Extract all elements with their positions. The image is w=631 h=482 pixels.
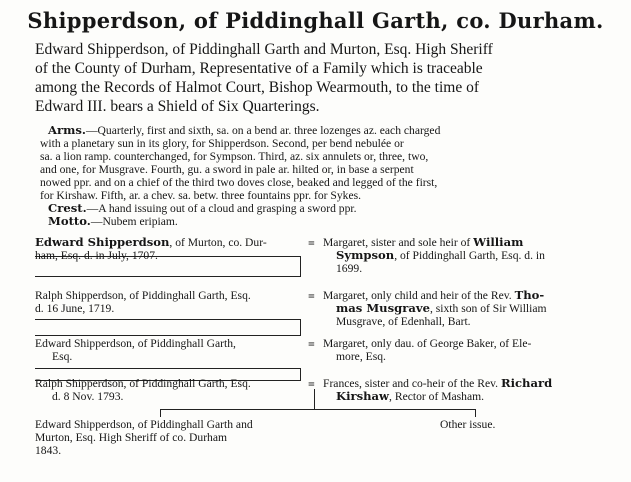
intro-line: among the Records of Halmot Court, Bishop Wearmouth, to the time of — [35, 79, 480, 96]
motto-line — [48, 215, 178, 228]
connector-line — [35, 276, 301, 277]
connector-line — [35, 319, 300, 320]
person-line: Edward Shipperdson, of Piddinghall Garth, — [35, 337, 236, 350]
connector-line — [160, 409, 161, 417]
arms-line: sa. a lion ramp. counterchanged, for Sympson. Third, az. six annulets or, three, two, — [40, 150, 429, 163]
spouse-line: Margaret, only dau. of George Baker, of Ele- — [323, 337, 532, 350]
person-text: , of Murton, co. Dur- — [169, 236, 267, 249]
person-line: d. 16 June, 1719. — [35, 302, 115, 315]
spouse-name: mas Musgrave — [336, 301, 430, 315]
spouse-line: Musgrave, of Edenhall, Bart. — [336, 315, 471, 328]
spouse-line: 1699. — [336, 262, 363, 275]
spouse-line — [336, 390, 484, 403]
connector-line — [35, 335, 301, 336]
connector-line — [300, 319, 301, 335]
spouse-name: William — [473, 235, 524, 249]
spouse-name: Tho- — [514, 288, 545, 302]
motto-label: Motto. — [48, 214, 91, 228]
spouse-line — [336, 249, 545, 262]
spouse-text: , of Piddinghall Garth, Esq. d. in — [394, 249, 545, 262]
spouse-text: , sixth son of Sir William — [429, 302, 547, 315]
crest-text: —A hand issuing out of a cloud and grasping a sword ppr. — [86, 202, 357, 215]
arms-line: with a planetary sun in its glory, for Shipperdson. Second, per bend nebulée or — [40, 137, 404, 150]
marriage-sign: = — [308, 236, 315, 250]
intro-line: of the County of Durham, Representative of a Family which is traceable — [35, 60, 483, 77]
spouse-line — [336, 302, 547, 315]
connector-line — [300, 368, 301, 380]
marriage-sign: = — [308, 337, 315, 351]
person-line: Esq. — [52, 350, 73, 363]
connector-line — [300, 256, 301, 276]
person-line: Ralph Shipperdson, of Piddinghall Garth, Esq. — [35, 377, 251, 390]
spouse-name: Sympson — [336, 248, 395, 262]
intro-line: Edward Shipperdson, of Piddinghall Garth and Murton, Esq. High Sheriff — [35, 41, 493, 58]
person-line: Murton, Esq. High Sheriff of co. Durham — [35, 431, 228, 444]
person-line: ham, Esq. d. in July, 1707. — [35, 249, 158, 262]
person-name: Edward Shipperdson — [35, 235, 170, 249]
connector-line — [35, 368, 300, 369]
connector-line — [160, 409, 476, 410]
person-line: d. 8 Nov. 1793. — [52, 390, 124, 403]
page-title: Shipperdson, of Piddinghall Garth, co. Durham. — [27, 8, 604, 33]
connector-line — [314, 389, 315, 409]
arms-label: Arms. — [48, 123, 86, 137]
arms-line — [48, 124, 440, 137]
person-line — [35, 236, 267, 249]
marriage-sign: = — [308, 377, 315, 391]
arms-line: for Kirshaw. Fifth, ar. a chev. sa. betw. three fountains ppr. for Sykes. — [40, 189, 361, 202]
person-line: 1843. — [35, 444, 62, 457]
spouse-line: more, Esq. — [336, 350, 386, 363]
person-line: Ralph Shipperdson, of Piddinghall Garth, Esq. — [35, 289, 251, 302]
intro-line: Edward III. bears a Shield of Six Quarterings. — [35, 98, 320, 115]
connector-line — [475, 409, 476, 417]
arms-line: and one, for Musgrave. Fourth, gu. a sword in pale ar. hilted or, in base a serpent — [40, 163, 414, 176]
arms-line: nowed ppr. and on a chief of the third two doves close, beaked and legged of the first, — [40, 176, 438, 189]
spouse-text: , Rector of Masham. — [389, 390, 485, 403]
spouse-name: Richard — [500, 376, 553, 390]
spouse-text: Margaret, sister and sole heir of — [323, 236, 474, 249]
person-line: Edward Shipperdson, of Piddinghall Garth and — [35, 418, 253, 431]
spouse-text: Frances, sister and co-heir of the Rev. — [323, 377, 501, 390]
crest-label: Crest. — [48, 201, 87, 215]
marriage-sign: = — [308, 289, 315, 303]
motto-text: —Nubem eripiam. — [90, 215, 178, 228]
spouse-name: Kirshaw — [336, 389, 390, 403]
other-issue: Other issue. — [440, 418, 496, 431]
arms-text: —Quarterly, first and sixth, sa. on a bend ar. three lozenges az. each charged — [85, 124, 441, 137]
spouse-text: Margaret, only child and heir of the Rev. — [323, 289, 515, 302]
crest-line — [48, 202, 356, 215]
